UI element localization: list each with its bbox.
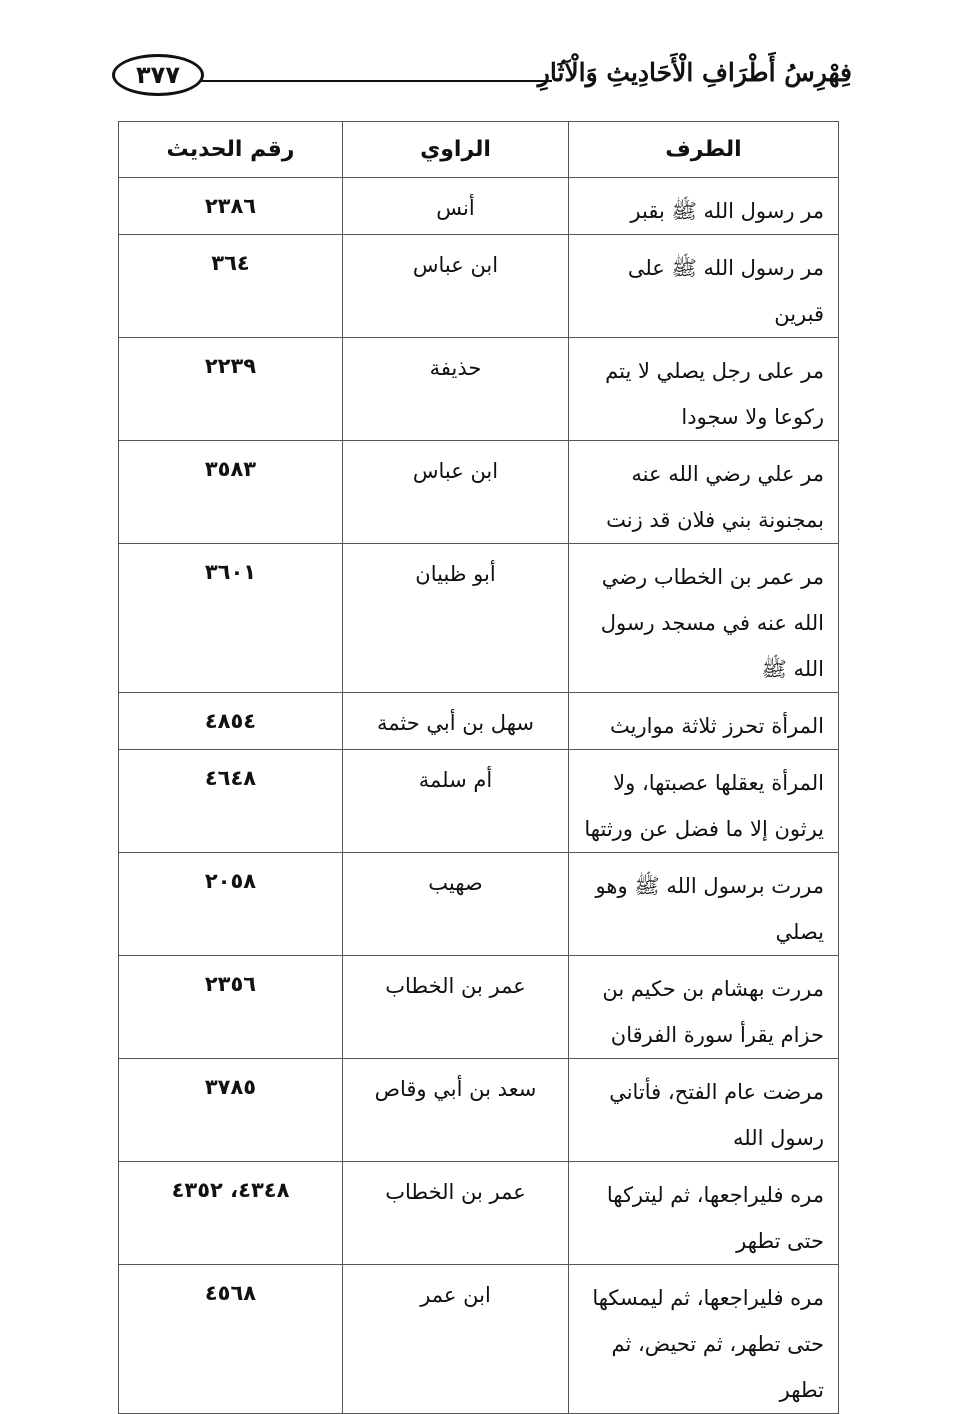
- hadith-number-cell: ٢٣٨٦: [119, 178, 343, 235]
- rawi-cell: صهيب: [343, 853, 569, 956]
- taraf-cell: مرضت عام الفتح، فأتاني رسول الله: [569, 1059, 839, 1162]
- taraf-cell: مره فليراجعها، ثم ليتركها حتى تطهر: [569, 1162, 839, 1265]
- table-row: [119, 338, 839, 441]
- table-row: [119, 178, 839, 235]
- taraf-cell: مررت بهشام بن حكيم بن حزام يقرأ سورة الفرقان: [569, 956, 839, 1059]
- hadith-number-cell: ٤٦٤٨: [119, 750, 343, 853]
- hadith-number-cell: ٤٨٥٤: [119, 693, 343, 750]
- taraf-cell: مر رسول الله ﷺ بقبر: [569, 178, 839, 235]
- hadith-number-cell: ٢٣٥٦: [119, 956, 343, 1059]
- rawi-cell: سهل بن أبي حثمة: [343, 693, 569, 750]
- hadith-number-cell: ٣٧٨٥: [119, 1059, 343, 1162]
- page-header: [112, 52, 852, 108]
- table-row: [119, 693, 839, 750]
- table-row: [119, 1162, 839, 1265]
- rawi-cell: ابن عباس: [343, 441, 569, 544]
- table-row: [119, 1059, 839, 1162]
- hadith-number-cell: ٤٣٤٨، ٤٣٥٢: [119, 1162, 343, 1265]
- taraf-cell: المرأة تحرز ثلاثة مواريث: [569, 693, 839, 750]
- column-header-taraf: الطرف: [569, 122, 839, 178]
- page-number: ٣٧٧: [112, 54, 204, 96]
- page-title: فِهْرِسُ أَطْرَافِ الْأَحَادِيثِ وَالْآثَارِ: [537, 58, 852, 87]
- table-row: [119, 750, 839, 853]
- rawi-cell: سعد بن أبي وقاص: [343, 1059, 569, 1162]
- rawi-cell: ابن عباس: [343, 235, 569, 338]
- hadith-number-cell: ٣٦٤: [119, 235, 343, 338]
- table-row: [119, 1265, 839, 1414]
- hadith-index-table: [118, 121, 839, 1414]
- taraf-cell: مره فليراجعها، ثم ليمسكها حتى تطهر، ثم تحيض، ثم تطهر: [569, 1265, 839, 1414]
- taraf-cell: المرأة يعقلها عصبتها، ولا يرثون إلا ما فضل عن ورثتها: [569, 750, 839, 853]
- column-header-number: رقم الحديث: [119, 122, 343, 178]
- hadith-number-cell: ٢٢٣٩: [119, 338, 343, 441]
- table-row: [119, 956, 839, 1059]
- taraf-cell: مر علي رضي الله عنه بمجنونة بني فلان قد زنت: [569, 441, 839, 544]
- table-row: [119, 441, 839, 544]
- rawi-cell: أم سلمة: [343, 750, 569, 853]
- hadith-number-cell: ٣٦٠١: [119, 544, 343, 693]
- hadith-number-cell: ٣٥٨٣: [119, 441, 343, 544]
- header-rule: [200, 80, 552, 82]
- taraf-cell: مررت برسول الله ﷺ وهو يصلي: [569, 853, 839, 956]
- taraf-cell: مر على رجل يصلي لا يتم ركوعا ولا سجودا: [569, 338, 839, 441]
- rawi-cell: حذيفة: [343, 338, 569, 441]
- table-header-row: [119, 122, 839, 178]
- rawi-cell: ابن عمر: [343, 1265, 569, 1414]
- taraf-cell: مر رسول الله ﷺ على قبرين: [569, 235, 839, 338]
- taraf-cell: مر عمر بن الخطاب رضي الله عنه في مسجد رسول الله ﷺ: [569, 544, 839, 693]
- rawi-cell: أبو ظبيان: [343, 544, 569, 693]
- table-row: [119, 853, 839, 956]
- rawi-cell: عمر بن الخطاب: [343, 956, 569, 1059]
- table-row: [119, 544, 839, 693]
- hadith-number-cell: ٤٥٦٨: [119, 1265, 343, 1414]
- column-header-rawi: الراوي: [343, 122, 569, 178]
- rawi-cell: عمر بن الخطاب: [343, 1162, 569, 1265]
- hadith-number-cell: ٢٠٥٨: [119, 853, 343, 956]
- rawi-cell: أنس: [343, 178, 569, 235]
- table-row: [119, 235, 839, 338]
